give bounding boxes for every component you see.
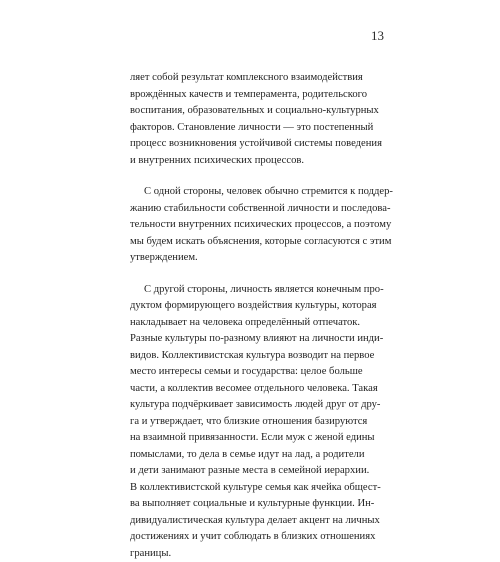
text-line: место интересы семьи и государства: целое больше — [130, 364, 390, 381]
body-text — [130, 70, 390, 562]
text-line: врождённых качеств и темперамента, родительского — [130, 87, 390, 104]
text-line: на взаимной привязанности. Если муж с женой едины — [130, 430, 390, 447]
text-line: и дети занимают разные места в семейной иерархии. — [130, 463, 390, 480]
text-line: ва выполняет социальные и культурные функции. Ин- — [130, 496, 390, 513]
text-line: процесс возникновения устойчивой системы поведения — [130, 136, 390, 153]
text-line: видов. Коллективистская культура возводит на первое — [130, 348, 390, 365]
text-line: достижениях и учит соблюдать в близких отношениях — [130, 529, 390, 546]
text-line: га и утверждает, что близкие отношения базируются — [130, 414, 390, 431]
text-line: границы. — [130, 546, 390, 562]
paragraph-1 — [130, 70, 390, 169]
text-line: тельности внутренних психических процессов, а поэтому — [130, 217, 390, 234]
text-line: воспитания, образовательных и социально-культурных — [130, 103, 390, 120]
text-line: культура подчёркивает зависимость людей друг от дру- — [130, 397, 390, 414]
text-line: Разные культуры по-разному влияют на личности инди- — [130, 331, 390, 348]
page-number: 13 — [371, 28, 384, 44]
text-line: С одной стороны, человек обычно стремится к поддер- — [130, 184, 390, 201]
text-line: помыслами, то дела в семье идут на лад, а родители — [130, 447, 390, 464]
text-line: ляет собой результат комплексного взаимодействия — [130, 70, 390, 87]
text-line: жанию стабильности собственной личности и последова- — [130, 201, 390, 218]
text-line: утверждением. — [130, 250, 390, 267]
text-line: дуктом формирующего воздействия культуры, которая — [130, 298, 390, 315]
text-line: С другой стороны, личность является конечным про- — [130, 282, 390, 299]
text-line: накладывает на человека определённый отпечаток. — [130, 315, 390, 332]
text-line: и внутренних психических процессов. — [130, 153, 390, 170]
text-line: факторов. Становление личности — это постепенный — [130, 120, 390, 137]
text-line: дивидуалистическая культура делает акцент на личных — [130, 513, 390, 530]
text-line: В коллективистской культуре семья как ячейка общест- — [130, 480, 390, 497]
paragraph-2 — [130, 184, 390, 267]
text-line: части, а коллектив весомее отдельного человека. Такая — [130, 381, 390, 398]
text-line: мы будем искать объяснения, которые согласуются с этим — [130, 234, 390, 251]
paragraph-3 — [130, 282, 390, 562]
